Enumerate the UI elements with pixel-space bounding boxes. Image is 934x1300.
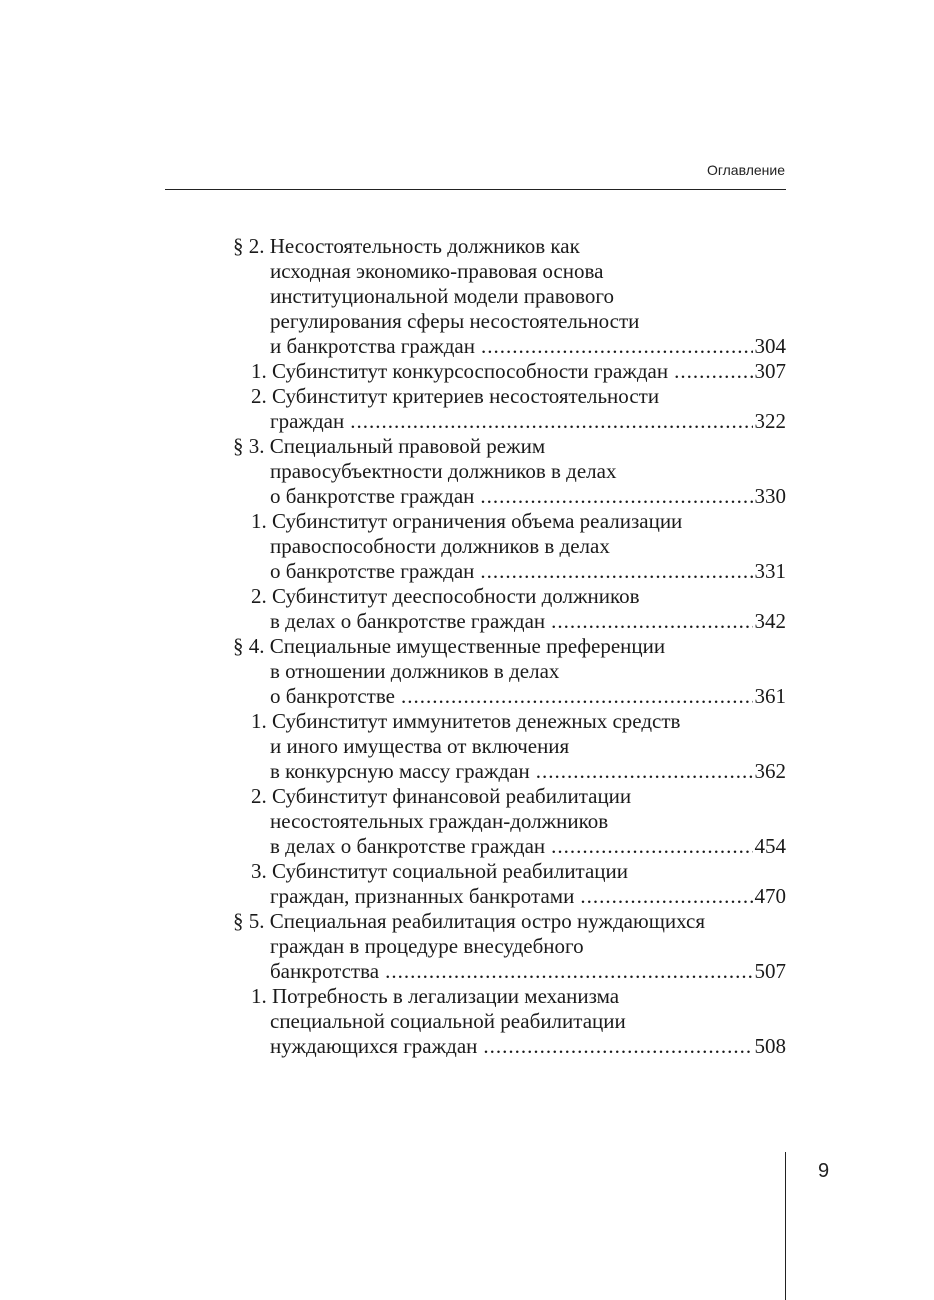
- toc-section[interactable]: [233, 234, 786, 359]
- toc-line: [233, 609, 786, 634]
- toc-line-text: 3. Субинститут социальной реабилитации: [251, 859, 629, 883]
- dot-leader: [536, 759, 753, 784]
- toc-line-text: регулирования сферы несостоятельности: [270, 309, 640, 333]
- toc-line-text: о банкротстве граждан: [270, 484, 475, 508]
- toc-page-number: 470: [754, 884, 786, 908]
- toc-line-text: и банкротства граждан: [270, 334, 475, 358]
- toc-line: [233, 459, 786, 484]
- dot-leader: [481, 334, 753, 359]
- toc-line: [233, 234, 786, 259]
- toc-line: [233, 284, 786, 309]
- toc-line: [233, 959, 786, 984]
- toc-line: [233, 784, 786, 809]
- toc-line-text: граждан, признанных банкротами: [270, 884, 575, 908]
- toc-line-text: и иного имущества от включения: [270, 734, 570, 758]
- toc-line: [233, 684, 786, 709]
- toc-line: [233, 659, 786, 684]
- toc-line-text: исходная экономико-правовая основа: [270, 259, 604, 283]
- toc-line-text: в отношении должников в делах: [270, 659, 560, 683]
- toc-line: [233, 334, 786, 359]
- toc-line: [233, 734, 786, 759]
- dot-leader: [674, 359, 752, 384]
- toc-line-text: граждан в процедуре внесудебного: [270, 934, 584, 958]
- page-number: 9: [818, 1160, 830, 1182]
- toc-line: [233, 559, 786, 584]
- toc-subsection[interactable]: [233, 384, 786, 434]
- toc-line-text: специальной социальной реабилитации: [270, 1009, 626, 1033]
- dot-leader: [580, 884, 752, 909]
- dot-leader: [350, 409, 752, 434]
- toc-page-number: 307: [754, 359, 786, 383]
- toc-subsection[interactable]: [233, 359, 786, 384]
- toc-line: [233, 884, 786, 909]
- toc-page-number: 508: [754, 1034, 786, 1058]
- toc-line: [233, 634, 786, 659]
- toc-page-number: 322: [754, 409, 786, 433]
- toc-line: [233, 409, 786, 434]
- toc-section[interactable]: [233, 634, 786, 709]
- toc-line-text: 2. Субинститут финансовой реабилитации: [251, 784, 632, 808]
- toc-line-text: § 3. Специальный правовой режим: [233, 434, 546, 458]
- toc-line-text: нуждающихся граждан: [270, 1034, 478, 1058]
- table-of-contents: [233, 234, 786, 1059]
- toc-line-text: 1. Субинститут иммунитетов денежных средств: [251, 709, 681, 733]
- toc-line-text: в делах о банкротстве граждан: [270, 834, 546, 858]
- toc-line: [233, 434, 786, 459]
- toc-line: [233, 1009, 786, 1034]
- toc-line-text: о банкротстве граждан: [270, 559, 475, 583]
- dot-leader: [480, 559, 752, 584]
- toc-page-number: 361: [754, 684, 786, 708]
- toc-line-text: банкротства: [270, 959, 380, 983]
- toc-page-number: 507: [754, 959, 786, 983]
- toc-line: [233, 859, 786, 884]
- folio-rule: [785, 1152, 786, 1300]
- toc-line: [233, 484, 786, 509]
- toc-line: [233, 909, 786, 934]
- toc-line: [233, 1034, 786, 1059]
- toc-section[interactable]: [233, 434, 786, 509]
- toc-line: [233, 934, 786, 959]
- toc-page-number: 362: [754, 759, 786, 783]
- dot-leader: [385, 959, 752, 984]
- toc-line: [233, 584, 786, 609]
- toc-line: [233, 809, 786, 834]
- toc-line: [233, 509, 786, 534]
- toc-subsection[interactable]: [233, 584, 786, 634]
- toc-line-text: § 4. Специальные имущественные преференции: [233, 634, 666, 658]
- dot-leader: [401, 684, 753, 709]
- dot-leader: [483, 1034, 752, 1059]
- toc-line: [233, 984, 786, 1009]
- toc-line-text: 1. Потребность в легализации механизма: [251, 984, 620, 1008]
- toc-line-text: 1. Субинститут конкурсоспособности граждан: [251, 359, 669, 383]
- toc-subsection[interactable]: [233, 709, 786, 784]
- toc-line-text: 2. Субинститут дееспособности должников: [251, 584, 640, 608]
- toc-line-text: несостоятельных граждан-должников: [270, 809, 609, 833]
- toc-page-number: 331: [754, 559, 786, 583]
- toc-page-number: 330: [754, 484, 786, 508]
- toc-page-number: 454: [754, 834, 786, 858]
- toc-subsection[interactable]: [233, 859, 786, 909]
- toc-line: [233, 359, 786, 384]
- toc-line-text: о банкротстве: [270, 684, 395, 708]
- toc-line: [233, 384, 786, 409]
- toc-subsection[interactable]: [233, 509, 786, 584]
- toc-line: [233, 709, 786, 734]
- toc-line-text: 2. Субинститут критериев несостоятельности: [251, 384, 660, 408]
- running-head: Оглавление: [706, 162, 785, 178]
- toc-page-number: 342: [754, 609, 786, 633]
- toc-page-number: 304: [754, 334, 786, 358]
- toc-line-text: в конкурсную массу граждан: [270, 759, 530, 783]
- toc-line: [233, 534, 786, 559]
- dot-leader: [480, 484, 752, 509]
- toc-line: [233, 834, 786, 859]
- toc-line-text: в делах о банкротстве граждан: [270, 609, 546, 633]
- toc-line-text: институциональной модели правового: [270, 284, 614, 308]
- toc-line: [233, 309, 786, 334]
- header-rule: [165, 189, 786, 190]
- toc-line-text: граждан: [270, 409, 345, 433]
- dot-leader: [551, 834, 752, 859]
- toc-line-text: 1. Субинститут ограничения объема реализации: [251, 509, 683, 533]
- toc-line-text: правоспособности должников в делах: [270, 534, 610, 558]
- toc-line: [233, 759, 786, 784]
- toc-subsection[interactable]: [233, 784, 786, 859]
- dot-leader: [551, 609, 752, 634]
- toc-line: [233, 259, 786, 284]
- toc-line-text: § 5. Специальная реабилитация остро нуждающихся: [233, 909, 705, 933]
- toc-line-text: § 2. Несостоятельность должников как: [233, 234, 580, 258]
- toc-line-text: правосубъектности должников в делах: [270, 459, 617, 483]
- toc-section[interactable]: [233, 909, 786, 984]
- toc-subsection[interactable]: [233, 984, 786, 1059]
